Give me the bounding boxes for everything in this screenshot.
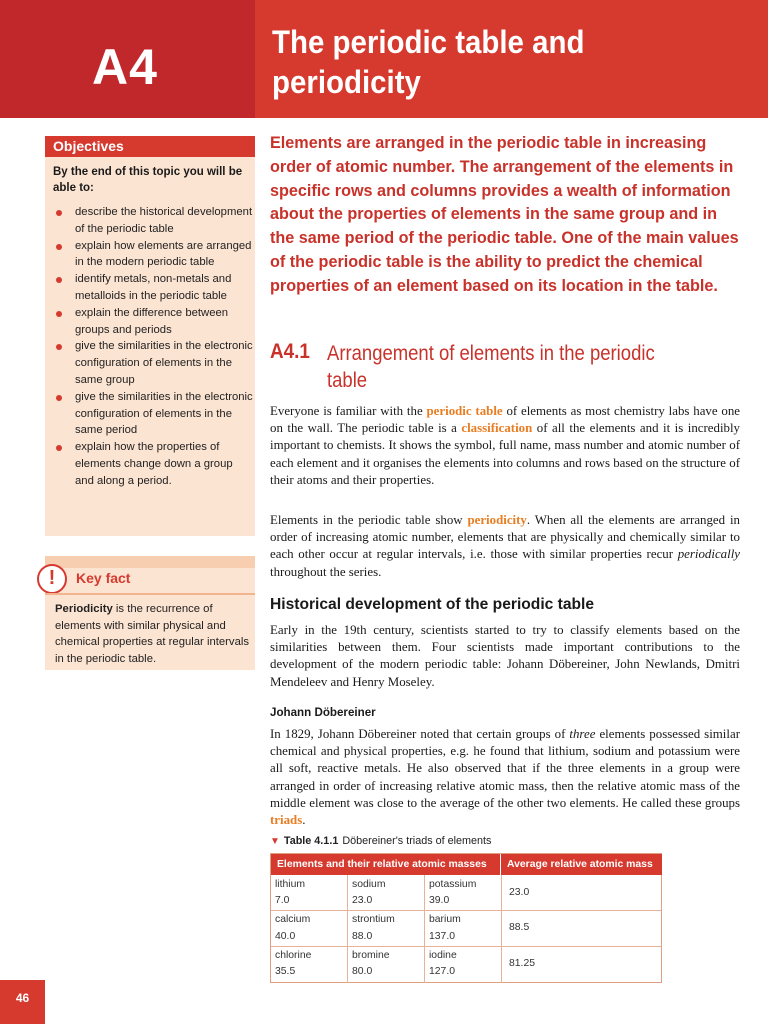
bullet-icon	[56, 277, 62, 283]
objective-item: describe the historical development of the periodic table	[53, 204, 253, 238]
bullet-icon	[56, 244, 62, 250]
table-cell: 88.5	[509, 922, 530, 933]
table-cell: strontium	[352, 914, 395, 925]
objectives-list	[53, 204, 253, 490]
table-cell: 39.0	[429, 895, 450, 906]
table-caption: ▼ Table 4.1.1 Döbereiner's triads of elements	[270, 835, 492, 847]
table-cell: 40.0	[275, 931, 296, 942]
bullet-icon	[56, 311, 62, 317]
table-divider	[501, 875, 502, 983]
triads-table	[270, 853, 662, 983]
bullet-icon	[56, 210, 62, 216]
objective-item: identify metals, non-metals and metalloids in the periodic table	[53, 271, 253, 305]
table-cell: 88.0	[352, 931, 373, 942]
table-divider	[271, 910, 661, 911]
table-cell: potassium	[429, 879, 477, 890]
table-cell: 7.0	[275, 895, 290, 906]
keyword-classification: classification	[461, 421, 533, 436]
objectives-intro: By the end of this topic you will be able to:	[53, 166, 243, 194]
page-number: 46	[0, 980, 45, 1024]
table-cell: lithium	[275, 879, 306, 890]
chapter-title: The periodic table and periodicity	[272, 24, 585, 100]
table-cell: chlorine	[275, 950, 312, 961]
triangle-down-icon: ▼	[270, 836, 280, 847]
table-cell: 137.0	[429, 931, 456, 942]
exclamation-icon: !	[37, 564, 67, 594]
objectives-heading: Objectives	[45, 136, 255, 157]
key-fact-band	[45, 556, 255, 568]
chapter-code: A4	[92, 39, 158, 95]
table-cell: 81.25	[509, 958, 536, 969]
intro-paragraph: Elements are arranged in the periodic table in increasing order of atomic number. The arrangement of the elements in specific rows and columns provides a wealth of information about the properties of elements in the same group and in the same period of the periodic table. One of the main values of the periodic table is the ability to predict the chemical properties of an element based on its location in the table.	[270, 134, 739, 295]
table-cell: 23.0	[352, 895, 373, 906]
chapter-code-panel	[0, 0, 255, 118]
bullet-icon	[56, 445, 62, 451]
table-cell: barium	[429, 914, 461, 925]
body-paragraph-2: Elements in the periodic table show periodicity. When all the elements are arranged in order of increasing atomic number, elements that are physically and chemically similar to each other occur at regular intervals, i.e. those with similar properties recur periodically throughout the series.	[270, 513, 740, 579]
table-header-average: Average relative atomic mass	[501, 854, 662, 875]
table-divider	[271, 946, 661, 947]
subheading-historical-development: Historical development of the periodic table	[270, 596, 595, 613]
keyword-periodicity: periodicity	[467, 513, 527, 527]
section-title: Arrangement of elements in the periodic table	[327, 342, 655, 392]
table-cell: 23.0	[509, 887, 530, 898]
objective-item: explain how the properties of elements change down a group and along a period.	[53, 439, 253, 489]
table-cell: 127.0	[429, 966, 456, 977]
table-cell: 80.0	[352, 966, 373, 977]
key-fact-text: Periodicity is the recurrence of elements with similar physical and chemical properties at regular intervals in the periodic table.	[55, 603, 250, 665]
body-paragraph-3: Early in the 19th century, scientists started to try to classify elements based on the similarities between them. Four scientists made important contributions to the development of the modern periodic table: Johann Döbereiner, John Newlands, Dmitri Mendeleev and Henry Moseley.	[270, 623, 740, 689]
objectives-box	[45, 136, 255, 536]
chapter-header	[0, 0, 768, 118]
keyword-triads: triads	[270, 813, 303, 828]
body-paragraph-1: Everyone is familiar with the periodic table of elements as most chemistry labs have one on the wall. The periodic table is a classification of all the elements and it is incredibly important to chemists. It shows the symbol, full name, mass number and atomic number of each element and it organises the elements into columns and rows based on the structure of their atoms and their properties.	[270, 404, 741, 487]
bullet-icon	[56, 344, 62, 350]
keyword-periodic-table: periodic table	[426, 404, 503, 418]
key-fact-title: Key fact	[76, 570, 131, 586]
table-cell: calcium	[275, 914, 311, 925]
table-cell: 35.5	[275, 966, 296, 977]
table-cell: sodium	[352, 879, 386, 890]
objective-item: give the similarities in the electronic configuration of elements in the same period	[53, 389, 253, 439]
body-paragraph-4: In 1829, Johann Döbereiner noted that certain groups of three elements possessed similar chemical and physical properties, e.g. he found that lithium, sodium and potassium were all soft, reactive metals. He also observed that if the three elements in a group were arranged in order of increasing relative atomic mass, then the relative atomic mass of the middle element was close to the average of the other two elements. He called these groups triads.	[270, 727, 740, 828]
bullet-icon	[56, 395, 62, 401]
table-cell: iodine	[429, 950, 457, 961]
section-number: A4.1	[270, 340, 310, 363]
key-fact-divider	[45, 593, 255, 595]
objective-item: give the similarities in the electronic configuration of elements in the same group	[53, 338, 253, 388]
table-header-elements: Elements and their relative atomic masses	[271, 854, 501, 875]
objective-item: explain how elements are arranged in the modern periodic table	[53, 238, 253, 272]
subheading-dobereiner: Johann Döbereiner	[270, 706, 376, 719]
table-cell: bromine	[352, 950, 390, 961]
objective-item: explain the difference between groups and periods	[53, 305, 253, 339]
key-fact-box	[45, 556, 255, 670]
